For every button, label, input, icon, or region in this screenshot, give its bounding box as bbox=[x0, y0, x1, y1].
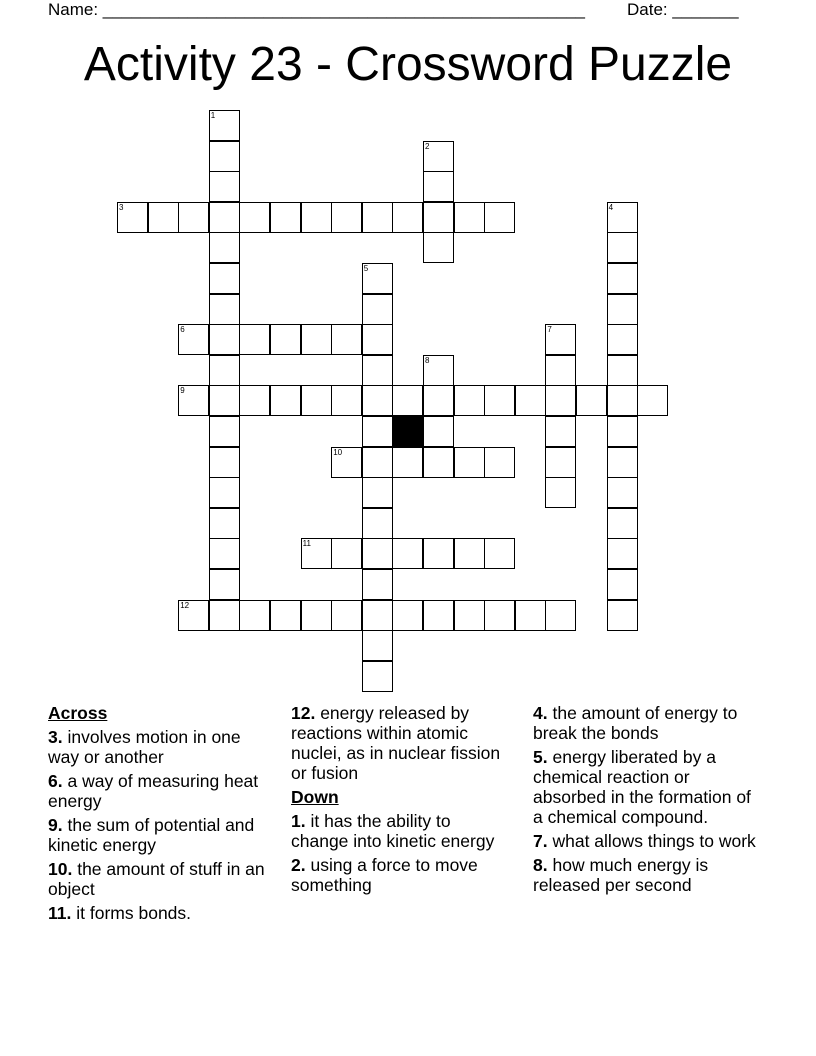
grid-cell[interactable] bbox=[423, 141, 454, 172]
clue-number: 2. bbox=[291, 855, 306, 875]
grid-cell[interactable] bbox=[270, 385, 301, 416]
grid-cell[interactable] bbox=[362, 447, 393, 478]
black-cell bbox=[392, 416, 423, 447]
grid-cell[interactable] bbox=[576, 385, 607, 416]
clue-number: 12. bbox=[291, 703, 316, 723]
clue-number: 9. bbox=[48, 815, 63, 835]
cell-number: 4 bbox=[608, 202, 614, 212]
grid-cell[interactable] bbox=[515, 385, 546, 416]
grid-cell[interactable] bbox=[607, 202, 638, 233]
name-field[interactable]: Name: ___________________________________________________ bbox=[48, 0, 585, 19]
grid-cell[interactable] bbox=[209, 416, 240, 447]
cell-number: 1 bbox=[210, 111, 216, 120]
grid-cell[interactable] bbox=[607, 294, 638, 325]
grid-cell[interactable] bbox=[362, 294, 393, 325]
grid-cell[interactable] bbox=[362, 569, 393, 600]
grid-cell[interactable] bbox=[454, 600, 485, 631]
grid-cell[interactable] bbox=[209, 355, 240, 386]
grid-cell[interactable] bbox=[331, 447, 362, 478]
grid-cell[interactable] bbox=[607, 538, 638, 569]
clue-down-1 bbox=[291, 811, 511, 851]
grid-cell[interactable] bbox=[362, 538, 393, 569]
grid-cell[interactable] bbox=[239, 600, 270, 631]
grid-cell[interactable] bbox=[178, 202, 209, 233]
grid-cell[interactable] bbox=[545, 477, 576, 508]
grid-cell[interactable] bbox=[331, 600, 362, 631]
grid-cell[interactable] bbox=[301, 600, 332, 631]
grid-cell[interactable] bbox=[209, 447, 240, 478]
cell-number: 3 bbox=[119, 202, 124, 212]
down-heading: Down bbox=[291, 787, 339, 807]
clue-number: 7. bbox=[533, 831, 548, 851]
grid-cell[interactable] bbox=[301, 385, 332, 416]
grid-cell[interactable] bbox=[362, 385, 393, 416]
grid-cell[interactable] bbox=[178, 385, 209, 416]
clue-down-8 bbox=[533, 855, 758, 895]
grid-cell[interactable] bbox=[423, 447, 454, 478]
grid-cell[interactable] bbox=[423, 202, 454, 233]
grid-cell[interactable] bbox=[209, 385, 240, 416]
grid-cell[interactable] bbox=[545, 324, 576, 355]
clue-text: involves motion in one way or another bbox=[48, 727, 241, 767]
grid-cell[interactable] bbox=[607, 232, 638, 263]
grid-cell[interactable] bbox=[239, 385, 270, 416]
grid-cell[interactable] bbox=[209, 110, 240, 141]
grid-cell[interactable] bbox=[515, 600, 546, 631]
grid-cell[interactable] bbox=[484, 385, 515, 416]
crossword-grid bbox=[117, 110, 669, 692]
clue-number: 3. bbox=[48, 727, 63, 747]
clue-number: 6. bbox=[48, 771, 63, 791]
clue-down-7 bbox=[533, 831, 758, 851]
grid-cell[interactable] bbox=[607, 508, 638, 539]
header bbox=[48, 0, 748, 20]
page-title: Activity 23 - Crossword Puzzle bbox=[83, 38, 733, 91]
clue-text: the sum of potential and kinetic energy bbox=[48, 815, 255, 855]
across-heading: Across bbox=[48, 703, 108, 723]
clue-text: energy liberated by a chemical reaction or absorbed in the formation of a chemical compound. bbox=[533, 747, 751, 827]
clue-down-5 bbox=[533, 747, 758, 827]
grid-cell[interactable] bbox=[423, 385, 454, 416]
grid-cell[interactable] bbox=[392, 600, 423, 631]
grid-cell[interactable] bbox=[178, 600, 209, 631]
grid-cell[interactable] bbox=[607, 569, 638, 600]
clue-down-4 bbox=[533, 703, 758, 743]
grid-cell[interactable] bbox=[607, 600, 638, 631]
grid-cell[interactable] bbox=[454, 538, 485, 569]
clue-number: 10. bbox=[48, 859, 73, 879]
grid-cell[interactable] bbox=[362, 600, 393, 631]
grid-cell[interactable] bbox=[392, 447, 423, 478]
grid-cell[interactable] bbox=[454, 447, 485, 478]
clue-across-9 bbox=[48, 815, 268, 855]
grid-cell[interactable] bbox=[637, 385, 668, 416]
clue-across-3 bbox=[48, 727, 268, 767]
grid-cell[interactable] bbox=[270, 202, 301, 233]
clue-down-2 bbox=[291, 855, 511, 895]
grid-cell[interactable] bbox=[270, 324, 301, 355]
cell-number: 8 bbox=[425, 355, 430, 365]
clue-text: the amount of energy to break the bonds bbox=[533, 703, 738, 743]
grid-cell[interactable] bbox=[454, 385, 485, 416]
clue-across-10 bbox=[48, 859, 268, 899]
grid-cell[interactable] bbox=[545, 416, 576, 447]
grid-cell[interactable] bbox=[607, 355, 638, 386]
grid-cell[interactable] bbox=[484, 600, 515, 631]
grid-cell[interactable] bbox=[301, 324, 332, 355]
clues-column-1 bbox=[48, 703, 268, 927]
grid-cell[interactable] bbox=[148, 202, 179, 233]
clues-column-2 bbox=[291, 703, 511, 899]
clue-across-12 bbox=[291, 703, 511, 783]
cell-number: 12 bbox=[180, 600, 190, 610]
grid-cell[interactable] bbox=[545, 355, 576, 386]
clue-text: energy released by reactions within atomic nuclei, as in nuclear fission or fusion bbox=[291, 703, 501, 783]
grid-cell[interactable] bbox=[484, 538, 515, 569]
grid-cell[interactable] bbox=[239, 202, 270, 233]
grid-cell[interactable] bbox=[392, 385, 423, 416]
cell-number: 10 bbox=[333, 447, 343, 457]
grid-cell[interactable] bbox=[362, 263, 393, 294]
grid-cell[interactable] bbox=[209, 171, 240, 202]
cell-number: 2 bbox=[425, 141, 430, 151]
grid-cell[interactable] bbox=[209, 141, 240, 172]
clue-number: 11. bbox=[48, 903, 72, 923]
grid-cell[interactable] bbox=[301, 202, 332, 233]
grid-cell[interactable] bbox=[362, 477, 393, 508]
clue-number: 1. bbox=[291, 811, 306, 831]
grid-cell[interactable] bbox=[423, 171, 454, 202]
grid-cell[interactable] bbox=[331, 538, 362, 569]
clue-text: how much energy is released per second bbox=[533, 855, 709, 895]
grid-cell[interactable] bbox=[607, 263, 638, 294]
cell-number: 6 bbox=[180, 325, 185, 335]
grid-cell[interactable] bbox=[607, 324, 638, 355]
grid-cell[interactable] bbox=[607, 385, 638, 416]
grid-cell[interactable] bbox=[423, 232, 454, 263]
grid-cell[interactable] bbox=[362, 661, 393, 692]
grid-cell[interactable] bbox=[362, 324, 393, 355]
grid-cell[interactable] bbox=[331, 385, 362, 416]
grid-cell[interactable] bbox=[484, 202, 515, 233]
clue-number: 5. bbox=[533, 747, 548, 767]
grid-cell[interactable] bbox=[209, 294, 240, 325]
clue-text: the amount of stuff in an object bbox=[48, 859, 265, 899]
clue-number: 8. bbox=[533, 855, 548, 875]
grid-cell[interactable] bbox=[209, 477, 240, 508]
grid-cell[interactable] bbox=[301, 538, 332, 569]
cell-number: 11 bbox=[302, 539, 311, 549]
cell-number: 5 bbox=[363, 264, 369, 273]
grid-cell[interactable] bbox=[607, 416, 638, 447]
grid-cell[interactable] bbox=[209, 324, 240, 355]
grid-cell[interactable] bbox=[209, 538, 240, 569]
clues-column-3 bbox=[533, 703, 758, 899]
grid-cell[interactable] bbox=[331, 324, 362, 355]
grid-cell[interactable] bbox=[545, 385, 576, 416]
grid-cell[interactable] bbox=[209, 600, 240, 631]
clue-number: 4. bbox=[533, 703, 548, 723]
clue-across-11 bbox=[48, 903, 268, 923]
grid-cell[interactable] bbox=[484, 447, 515, 478]
grid-cell[interactable] bbox=[209, 202, 240, 233]
grid-cell[interactable] bbox=[607, 447, 638, 478]
grid-cell[interactable] bbox=[454, 202, 485, 233]
grid-cell[interactable] bbox=[209, 263, 240, 294]
grid-cell[interactable] bbox=[117, 202, 148, 233]
cell-number: 7 bbox=[547, 325, 552, 335]
grid-cell[interactable] bbox=[423, 600, 454, 631]
grid-cell[interactable] bbox=[362, 630, 393, 661]
clue-across-6 bbox=[48, 771, 268, 811]
clue-text: it forms bonds. bbox=[76, 903, 192, 923]
grid-cell[interactable] bbox=[331, 202, 362, 233]
grid-cell[interactable] bbox=[209, 232, 240, 263]
grid-cell[interactable] bbox=[362, 202, 393, 233]
grid-cell[interactable] bbox=[423, 538, 454, 569]
grid-cell[interactable] bbox=[270, 600, 301, 631]
grid-cell[interactable] bbox=[392, 202, 423, 233]
clue-text: a way of measuring heat energy bbox=[48, 771, 259, 811]
clue-text: it has the ability to change into kinetic energy bbox=[291, 811, 495, 851]
clue-text: what allows things to work bbox=[552, 831, 756, 851]
date-field[interactable]: Date: _______ bbox=[627, 0, 739, 19]
grid-cell[interactable] bbox=[423, 416, 454, 447]
grid-cell[interactable] bbox=[545, 600, 576, 631]
grid-cell[interactable] bbox=[209, 569, 240, 600]
grid-cell[interactable] bbox=[423, 355, 454, 386]
grid-cell[interactable] bbox=[362, 416, 393, 447]
grid-cell[interactable] bbox=[392, 538, 423, 569]
clue-text: using a force to move something bbox=[291, 855, 478, 895]
cell-number: 9 bbox=[180, 386, 185, 396]
grid-cell[interactable] bbox=[209, 508, 240, 539]
grid-cell[interactable] bbox=[607, 477, 638, 508]
grid-cell[interactable] bbox=[239, 324, 270, 355]
grid-cell[interactable] bbox=[362, 508, 393, 539]
grid-cell[interactable] bbox=[545, 447, 576, 478]
grid-cell[interactable] bbox=[362, 355, 393, 386]
grid-cell[interactable] bbox=[178, 324, 209, 355]
